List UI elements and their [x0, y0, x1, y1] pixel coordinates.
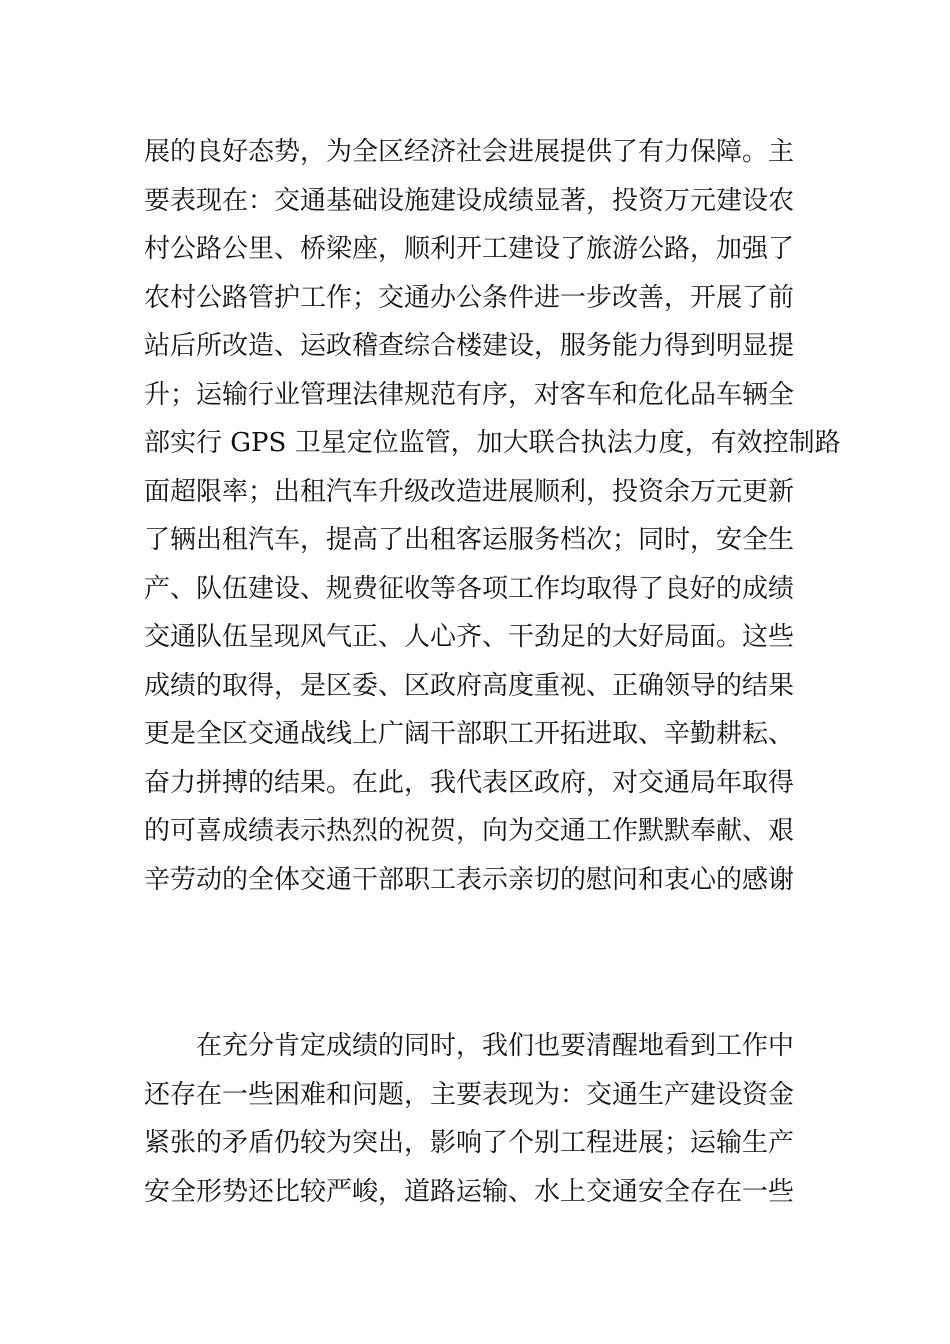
text-line: 成绩的取得，是区委、区政府高度重视、正确领导的结果: [144, 670, 795, 701]
text-line: 升；运输行业管理法律规范有序，对客车和危化品车辆全: [144, 379, 795, 410]
text-line: 农村公路管护工作；交通办公条件进一步改善，开展了前: [144, 282, 795, 313]
text-line: 展的良好态势，为全区经济社会进展提供了有力保障。主: [144, 137, 795, 167]
text-line: 紧张的矛盾仍较为突出，影响了个别工程进展；运输生产: [144, 1128, 795, 1158]
text-line: 还存在一些困难和问题，主要表现为：交通生产建设资金: [144, 1079, 795, 1110]
paragraph-2: [144, 1022, 824, 1216]
text-line: 面超限率；出租汽车升级改造进展顺利，投资余万元更新: [144, 476, 795, 507]
text-line: 部实行 GPS 卫星定位监管，加大联合执法力度，有效控制路: [144, 428, 841, 458]
paragraph-1: [144, 128, 841, 904]
text-line: 站后所改造、运政稽查综合楼建设，服务能力得到明显提: [144, 331, 795, 361]
text-line: 要表现在：交通基础设施建设成绩显著，投资万元建设农: [144, 185, 795, 216]
text-line: 奋力拼搏的结果。在此，我代表区政府，对交通局年取得: [144, 767, 795, 798]
text-line: 更是全区交通战线上广阔干部职工开拓进取、辛勤耕耘、: [144, 719, 795, 749]
text-line: 在充分肯定成绩的同时，我们也要清醒地看到工作中: [144, 1031, 795, 1061]
text-line: 的可喜成绩表示热烈的祝贺，向为交通工作默默奉献、艰: [144, 816, 795, 846]
text-line: 交通队伍呈现风气正、人心齐、干劲足的大好局面。这些: [144, 622, 795, 652]
text-line: 安全形势还比较严峻，道路运输、水上交通安全存在一些: [144, 1176, 795, 1207]
text-line: 了辆出租汽车，提高了出租客运服务档次；同时，安全生: [144, 525, 795, 555]
text-line: 产、队伍建设、规费征收等各项工作均取得了良好的成绩: [144, 573, 795, 604]
text-line: 辛劳动的全体交通干部职工表示亲切的慰问和衷心的感谢: [144, 864, 795, 895]
text-line: 村公路公里、桥梁座，顺利开工建设了旅游公路，加强了: [144, 234, 795, 264]
